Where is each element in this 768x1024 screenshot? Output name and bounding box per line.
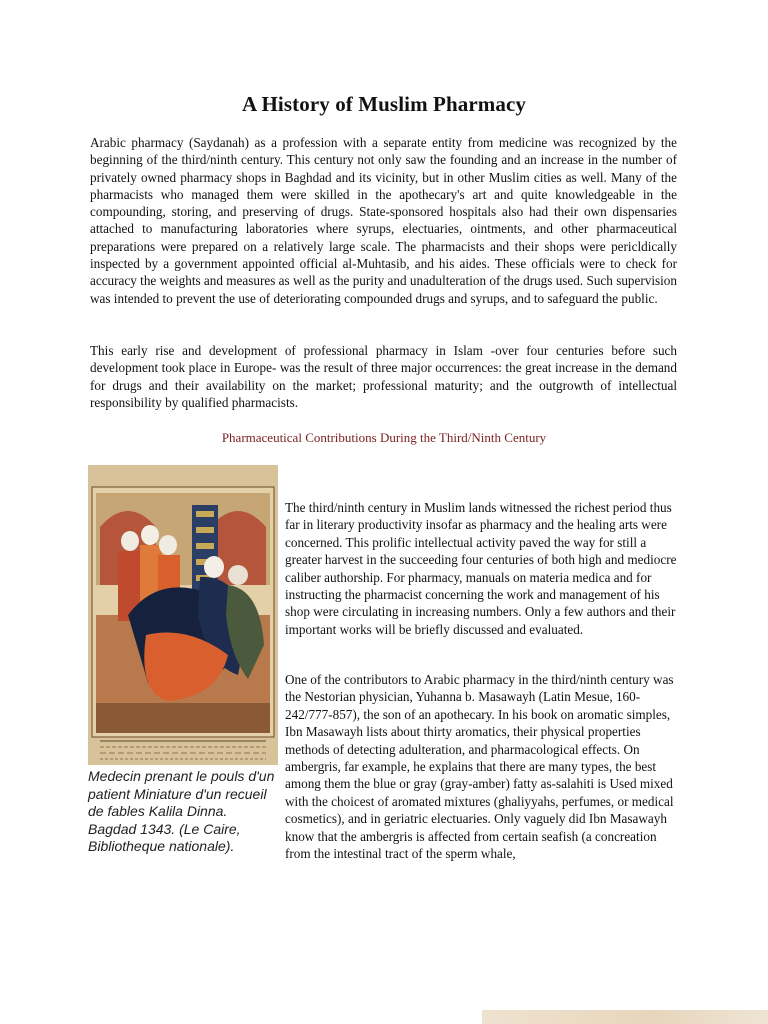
- miniature-painting-image: [88, 465, 278, 765]
- second-paragraph: This early rise and development of professional pharmacy in Islam -over four centuries before such development took place in Europe- was the result of three major occurrences: the great increase in the demand for drugs and their availability on the market; professional maturity; and the outgrowth of intellectual responsibility by qualified pharmacists.: [90, 343, 677, 410]
- miniature-illustration: [88, 465, 278, 765]
- page-title: A History of Muslim Pharmacy: [242, 92, 526, 116]
- next-page-edge-image: [482, 1010, 768, 1024]
- intro-paragraph: Arabic pharmacy (Saydanah) as a profession with a separate entity from medicine was recognized by the beginning of the third/ninth century. This century not only saw the founding and an increase in the number of privately owned pharmacy shops in Baghdad and its vicinity, but in other Muslim cities as well. Many of the pharmacists who managed them were skilled in the apothecary's art and quite knowledgeable in the compounding, storing, and preserving of drugs. State-sponsored hospitals also had their own dispensaries attached to manufacturing laboratories where syrups, electuaries, ointments, and other pharmaceutical preparations were prepared on a relatively large scale. The pharmacists and their shops were pericldically inspected by a government appointed official al-Muhtasib, and his aides. These officials were to check for accuracy the weights and measures as well as the purity and unadulteration of the drugs used. Such supervision was intended to prevent the use of deteriorating compounded drugs and syrups, and to safeguard the public.: [90, 135, 677, 306]
- section-subheading: Pharmaceutical Contributions During the Third/Ninth Century: [221, 430, 547, 445]
- column-paragraph-1: The third/ninth century in Muslim lands witnessed the richest period thus far in literary productivity insofar as pharmacy and the healing arts were concerned. This prolific intellectual activity paved the way for still a greater harvest in the succeeding four centuries of both high and mediocre caliber authorship. For pharmacy, manuals on materia medica and for instructing the pharmacist concerning the work and management of his shop were circulating in increasing numbers. Only a few authors and their important works will be briefly discussed and evaluated.: [285, 500, 677, 637]
- figure-caption: Medecin prenant le pouls d'un patient Miniature d'un recueil de fables Kalila Dinna. Bagdad 1343. (Le Caire, Bibliotheque nationale).: [88, 768, 275, 855]
- column-paragraph-2: One of the contributors to Arabic pharmacy in the third/ninth century was the Nestorian physician, Yuhanna b. Masawayh (Latin Mesue, 160-242/777-857), the son of an apothecary. In his book on aromatic simples, Ibn Masawayh lists about thirty aromatics, their physical properties methods of detecting adulteration, and pharmacological effects. On ambergris, far example, he explains that there are many types, the best among them the blue or gray (gray-amber) fatty as-salahiti is Used mixed with the choicest of aromated mixtures (ghaliyyahs, perfumes, or medical cosmetics), and in geriatric electuaries. Only vaguely did Ibn Masawayh know that the ambergris is affected from certain seafish (a concreation from the intestinal tract of the sperm whale,: [285, 672, 674, 862]
